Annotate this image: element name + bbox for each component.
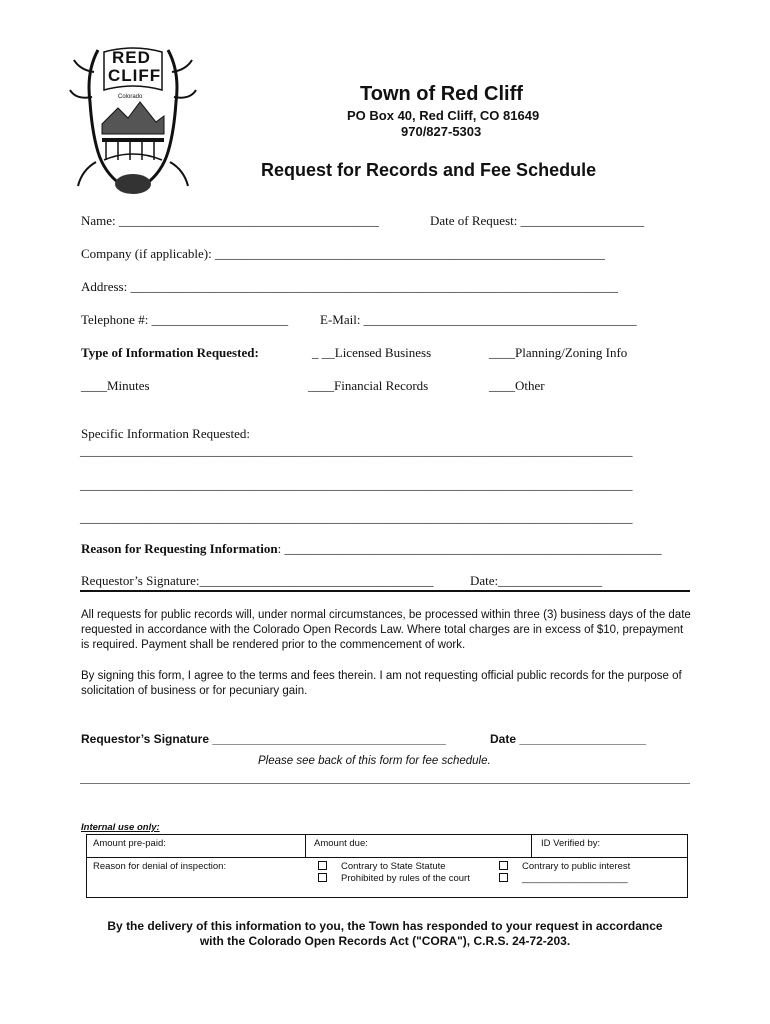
checkbox-icon[interactable] [499, 873, 508, 882]
denial-option-state-statute[interactable] [318, 861, 446, 872]
company-field[interactable]: Company (if applicable): ____________________________________________________________ [81, 246, 605, 261]
cora-notice-line2: with the Colorado Open Records Act ("CORA"), C.R.S. 24-72-203. [199, 934, 571, 948]
town-name: Town of Red Cliff [360, 83, 523, 105]
option-minutes[interactable]: ____Minutes [81, 378, 150, 393]
table-divider [87, 857, 687, 858]
date-of-request-field[interactable]: Date of Request: ___________________ [430, 213, 645, 228]
denial-reason-label: Reason for denial of inspection: [93, 861, 227, 872]
denial-option-public-interest[interactable] [499, 861, 630, 872]
table-divider [531, 835, 532, 857]
town-address: PO Box 40, Red Cliff, CO 81649 [347, 108, 540, 123]
amount-due-label: Amount due: [314, 838, 368, 849]
divider [80, 783, 690, 784]
fee-schedule-note: Please see back of this form for fee schedule. [258, 755, 491, 767]
checkbox-icon[interactable] [318, 861, 327, 870]
option-label: Prohibited by rules of the court [341, 873, 470, 884]
reason-field[interactable] [81, 541, 661, 557]
specific-info-line[interactable]: _____________________________________________________________________________________ [80, 443, 633, 458]
logo-text-cliff: CLIFF [108, 66, 162, 85]
logo-text-red: RED [112, 48, 151, 67]
reason-label: Reason for Requesting Information [81, 541, 278, 556]
specific-info-line[interactable]: _____________________________________________________________________________________ [80, 477, 633, 492]
requestor-date-field[interactable]: Date ___________________ [490, 732, 647, 746]
denial-option-other[interactable] [499, 873, 628, 884]
table-divider [305, 835, 306, 857]
name-field[interactable]: Name: ________________________________________ [81, 213, 379, 228]
address-field[interactable]: Address: ___________________________________________________________________________ [81, 279, 618, 294]
internal-use-table [86, 834, 688, 898]
option-licensed-business[interactable]: _ __Licensed Business [312, 345, 432, 360]
email-field[interactable]: E-Mail: __________________________________________ [320, 312, 637, 327]
agreement-paragraph: By signing this form, I agree to the terms and fees therein. I am not requesting official public records for the purpose of solicitation of business or for pecuniary gain. [81, 670, 682, 697]
id-verified-label: ID Verified by: [541, 838, 601, 849]
telephone-field[interactable]: Telephone #: _____________________ [81, 312, 289, 327]
amount-prepaid-label: Amount pre-paid: [93, 838, 166, 849]
specific-info-line[interactable]: _____________________________________________________________________________________ [80, 510, 633, 525]
option-label: Contrary to public interest [522, 861, 631, 872]
option-financial-records[interactable]: ____Financial Records [308, 378, 429, 393]
checkbox-icon[interactable] [499, 861, 508, 870]
specific-info-label: Specific Information Requested: [81, 426, 250, 441]
type-info-label: Type of Information Requested: [81, 345, 259, 360]
option-label: Contrary to State Statute [341, 861, 446, 872]
logo-text-colorado: Colorado [118, 94, 143, 100]
checkbox-icon[interactable] [318, 873, 327, 882]
reason-line: : __________________________________________________________ [277, 541, 662, 556]
option-other[interactable]: ____Other [489, 378, 545, 393]
denial-option-court-rules[interactable] [318, 873, 470, 884]
town-phone: 970/827-5303 [401, 124, 482, 139]
signature-date-field[interactable]: Date:________________ [470, 573, 603, 588]
form-title: Request for Records and Fee Schedule [261, 160, 597, 180]
option-label: ____________________ [522, 873, 628, 884]
cora-notice-line1: By the delivery of this information to you, the Town has responded to your request in accordance [107, 919, 663, 933]
terms-paragraph: All requests for public records will, under normal circumstances, be processed within three (3) business days of the date requested in accordance with the Colorado Open Records Law. Where total charges are in excess of $10, prepayment is required. Payment shall be rendered prior to the commencement of work. [81, 609, 691, 651]
option-planning-zoning[interactable]: ____Planning/Zoning Info [489, 345, 628, 360]
internal-use-heading: Internal use only: [81, 822, 160, 833]
signature-field[interactable]: Requestor’s Signature:____________________________________ [81, 573, 434, 588]
requestor-signature-field[interactable]: Requestor’s Signature ___________________________________ [81, 732, 446, 746]
town-logo [68, 42, 198, 200]
divider [80, 590, 690, 592]
